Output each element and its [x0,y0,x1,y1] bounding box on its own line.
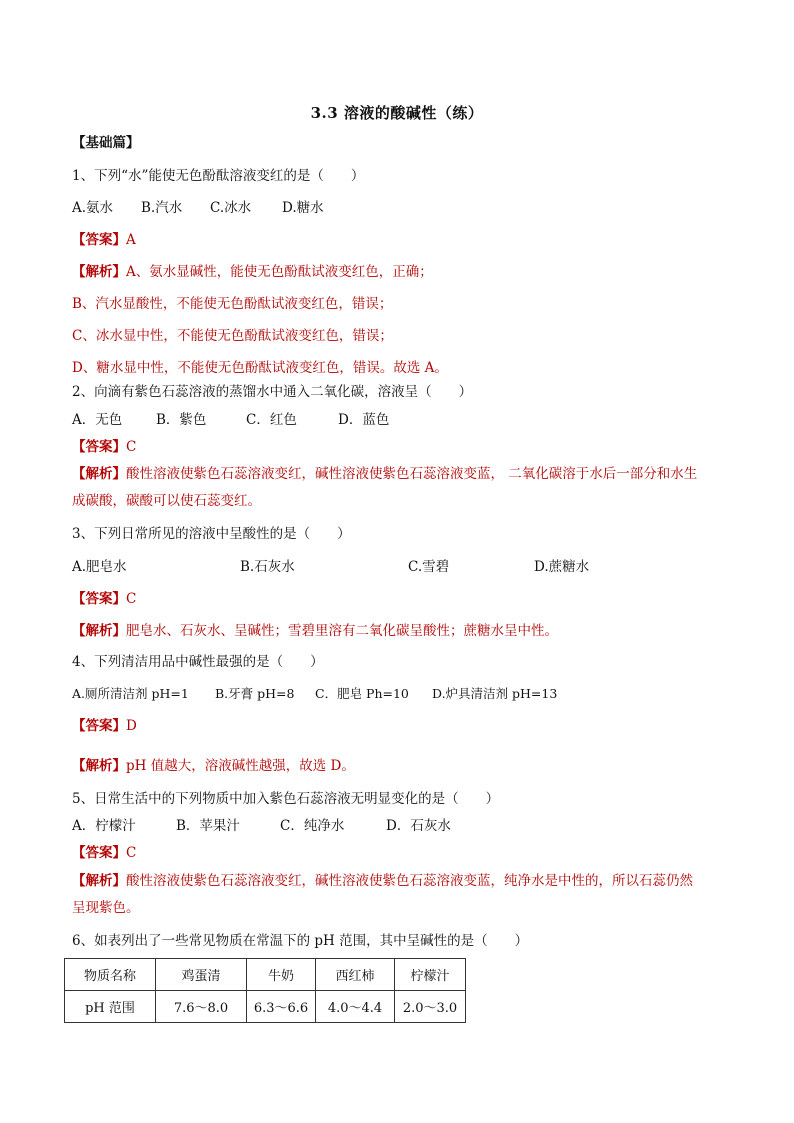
q4-answer [72,716,137,736]
question-1-stem: 1、下列“水”能使无色酚酞溶液变红的是（ ） [72,168,365,184]
q4-option-d: D.炉具清洁剂 pH=13 [432,686,558,701]
table-header-cell: 鸡蛋清 [156,959,247,991]
answer-value: D [126,718,137,734]
q3-answer [72,589,136,609]
q2-answer [72,437,136,457]
q5-answer [72,843,136,863]
answer-tag: 【答案】 [72,439,126,455]
answer-tag: 【答案】 [72,718,126,734]
answer-value: C [126,591,137,607]
table-header-cell: 物质名称 [65,959,156,991]
table-row [65,991,466,1023]
q4-analysis-line [72,756,355,776]
q1-analysis-line: D、糖水显中性，不能使无色酚酞试液变红色，错误。故选 A。 [72,360,448,376]
q1-option-a: A.氨水 [72,200,114,216]
q2-option-c: C．红色 [246,412,297,428]
table-header-cell: 西红柿 [316,959,395,991]
q2-option-b: B．紫色 [156,412,207,428]
q2-analysis-line [72,464,697,484]
table-cell: 4.0～4.4 [316,991,395,1023]
analysis-text: 酸性溶液使紫色石蕊溶液变红，碱性溶液使紫色石蕊溶液变蓝，纯净水是中性的，所以石蕊仍然 [126,873,693,889]
q5-analysis-line: 呈现紫色。 [72,900,140,916]
question-4-stem: 4、下列清洁用品中碱性最强的是（ ） [72,654,324,670]
q3-analysis-line [72,621,558,641]
analysis-tag: 【解析】 [72,758,126,774]
question-2-stem: 2、向滴有紫色石蕊溶液的蒸馏水中通入二氧化碳，溶液呈（ ） [72,384,473,400]
q2-option-d: D．蓝色 [338,412,390,428]
analysis-tag: 【解析】 [72,466,126,482]
question-6-stem: 6、如表列出了一些常见物质在常温下的 pH 范围，其中呈碱性的是（ ） [72,933,529,949]
q3-option-c: C.雪碧 [408,559,450,575]
q1-answer [72,230,136,250]
answer-value: C [126,845,137,861]
table-header-cell: 柠檬汁 [395,959,466,991]
q1-option-b: B.汽水 [141,200,183,216]
ph-range-table [64,958,466,1023]
question-5-stem: 5、日常生活中的下列物质中加入紫色石蕊溶液无明显变化的是（ ） [72,791,500,807]
analysis-text: 肥皂水、石灰水、呈碱性；雪碧里溶有二氧化碳呈酸性；蔗糖水呈中性。 [126,623,558,639]
q5-option-b: B．苹果汁 [176,818,240,834]
table-cell: 2.0～3.0 [395,991,466,1023]
q3-option-b: B.石灰水 [240,559,295,575]
answer-value: C [126,439,137,455]
q4-option-c: C．肥皂 Ph=10 [315,686,409,701]
q1-analysis-line [72,262,433,282]
q2-option-a: A．无色 [72,412,123,428]
q4-option-b: B.牙膏 pH=8 [215,686,295,701]
table-header-cell: 牛奶 [247,959,316,991]
q5-analysis-line [72,871,693,891]
analysis-text: 酸性溶液使紫色石蕊溶液变红，碱性溶液使紫色石蕊溶液变蓝， 二氧化碳溶于水后一部分和水生 [126,466,698,482]
analysis-tag: 【解析】 [72,873,126,889]
q1-analysis-line: C、冰水显中性，不能使无色酚酞试液变红色，错误； [72,328,393,344]
analysis-tag: 【解析】 [72,264,126,280]
q1-option-d: D.糖水 [282,200,324,216]
q2-analysis-line: 成碳酸，碳酸可以使石蕊变红。 [72,493,261,509]
page-title: 3.3 溶液的酸碱性（练） [310,104,484,122]
answer-value: A [126,232,136,248]
q1-analysis-line: B、汽水显酸性，不能使无色酚酞试液变红色，错误； [72,296,393,312]
table-cell: 7.6～8.0 [156,991,247,1023]
q4-option-a: A.厕所清洁剂 pH=1 [72,686,189,701]
table-header-row [65,959,466,991]
analysis-text: pH 值越大，溶液碱性越强，故选 D。 [126,758,355,774]
q5-option-c: C．纯净水 [280,818,345,834]
question-3-stem: 3、下列日常所见的溶液中呈酸性的是（ ） [72,526,351,542]
q3-option-a: A.肥皂水 [72,559,127,575]
answer-tag: 【答案】 [72,232,126,248]
analysis-tag: 【解析】 [72,623,126,639]
table-cell: 6.3～6.6 [247,991,316,1023]
q1-option-c: C.冰水 [210,200,252,216]
q5-option-a: A．柠檬汁 [72,818,136,834]
answer-tag: 【答案】 [72,845,126,861]
answer-tag: 【答案】 [72,591,126,607]
analysis-text: A、氨水显碱性，能使无色酚酞试液变红色，正确； [126,264,433,280]
table-cell: pH 范围 [65,991,156,1023]
q3-option-d: D.蔗糖水 [534,559,590,575]
section-heading: 【基础篇】 [72,135,140,151]
q5-option-d: D．石灰水 [386,818,451,834]
